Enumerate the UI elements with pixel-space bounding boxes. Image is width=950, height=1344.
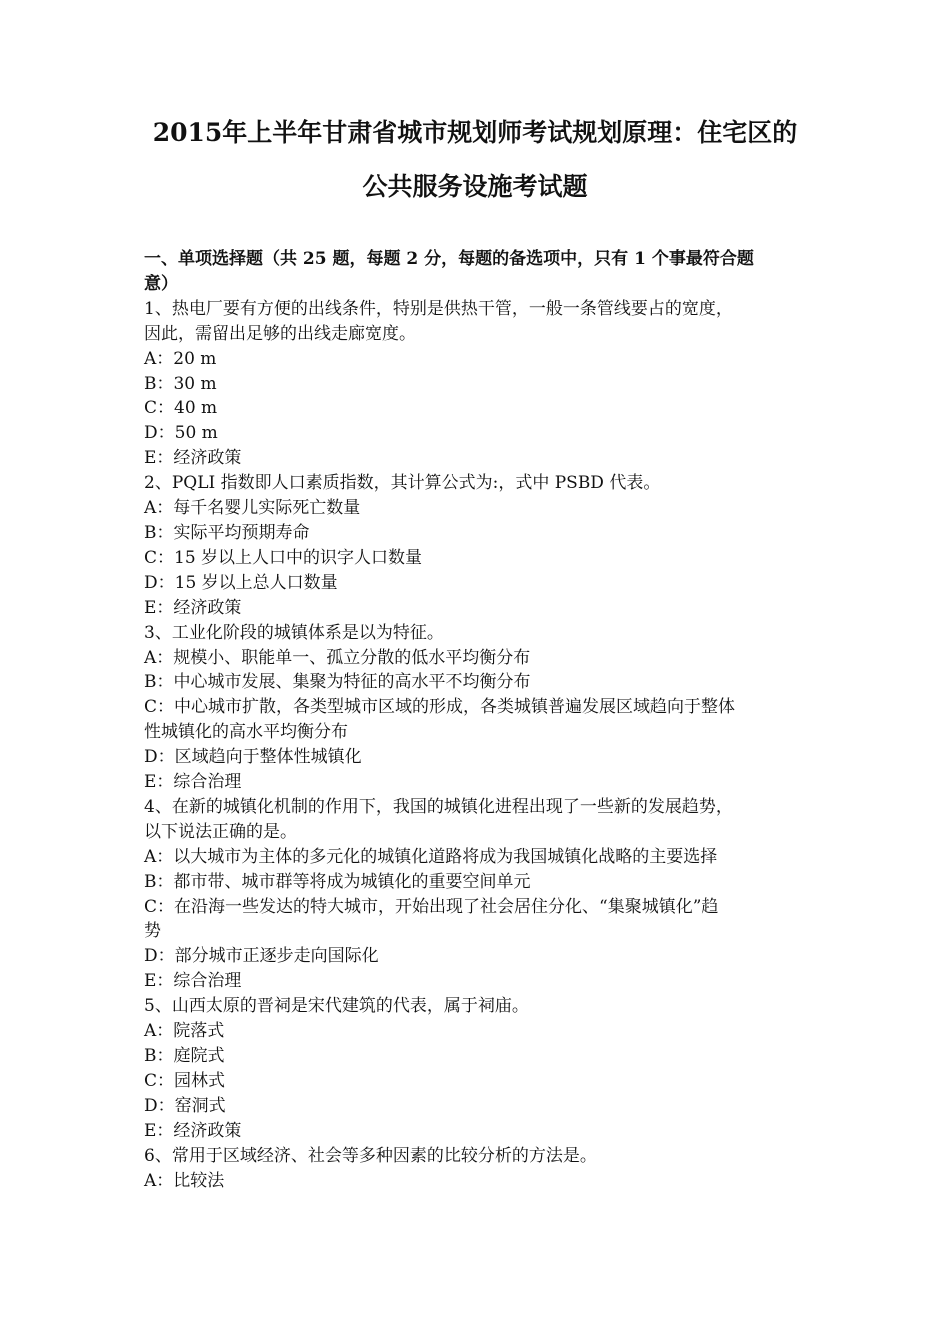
answer-option: B：庭院式 [144,1046,225,1066]
answer-option: D：窑洞式 [144,1095,226,1116]
document-title-line-2: 公共服务设施考试题 [362,172,588,201]
answer-option: A：比较法 [144,1170,225,1191]
question-text: 3、工业化阶段的城镇体系是以为特征。 [144,622,444,643]
answer-option: E：综合治理 [144,772,242,793]
answer-option: C：园林式 [144,1070,226,1091]
section-heading: 一、单项选择题（共 25 题，每题 2 分，每题的备选项中，只有 1 个事最符合题 [144,249,754,269]
document-title-line-1: 2015年上半年甘肃省城市规划师考试规划原理：住宅区的 [152,118,798,147]
answer-option: D：区域趋向于整体性城镇化 [144,747,362,768]
answer-option: D：50 m [144,423,218,444]
answer-option: C：40 m [144,398,218,419]
answer-option: E：综合治理 [144,971,242,992]
answer-option: A：规模小、职能单一、孤立分散的低水平均衡分布 [144,647,531,668]
section-heading-continued: 意） [144,273,178,294]
answer-option: C：中心城市扩散，各类型城市区域的形成，各类城镇普遍发展区域趋向于整体 [144,697,736,718]
text-line: 性城镇化的高水平均衡分布 [144,722,348,743]
answer-option: B：实际平均预期寿命 [144,522,310,543]
answer-option: C：在沿海一些发达的特大城市，开始出现了社会居住分化、“集聚城镇化”趋 [144,896,719,917]
question-text: 5、山西太原的晋祠是宋代建筑的代表，属于祠庙。 [144,996,529,1017]
answer-option: E：经济政策 [144,448,242,469]
question-text: 4、在新的城镇化机制的作用下，我国的城镇化进程出现了一些新的发展趋势， [144,796,733,817]
question-list [144,297,812,1194]
question-text: 1、热电厂要有方便的出线条件，特别是供热干管，一般一条管线要占的宽度， [144,298,733,319]
answer-option: D：15 岁以上总人口数量 [144,572,338,593]
text-line: 以下说法正确的是。 [144,821,297,842]
answer-option: A：20 m [144,348,217,369]
answer-option: A：每千名婴儿实际死亡数量 [144,498,361,519]
answer-option: C：15 岁以上人口中的识字人口数量 [144,547,423,568]
text-line: 因此，需留出足够的出线走廊宽度。 [144,323,416,344]
text-line: 势 [144,921,161,942]
answer-option: D：部分城市正逐步走向国际化 [144,946,379,967]
document-body [144,247,812,1193]
answer-option: B：都市带、城市群等将成为城镇化的重要空间单元 [144,871,531,892]
answer-option: B：30 m [144,373,217,394]
answer-option: A：以大城市为主体的多元化的城镇化道路将成为我国城镇化战略的主要选择 [144,846,718,867]
answer-option: E：经济政策 [144,1120,242,1141]
answer-option: E：经济政策 [144,597,242,618]
question-text: 2、PQLI 指数即人口素质指数，其计算公式为:，式中 PSBD 代表。 [144,473,661,494]
question-text: 6、常用于区域经济、社会等多种因素的比较分析的方法是。 [144,1145,597,1166]
answer-option: A：院落式 [144,1021,225,1042]
answer-option: B：中心城市发展、集聚为特征的高水平不均衡分布 [144,672,531,693]
